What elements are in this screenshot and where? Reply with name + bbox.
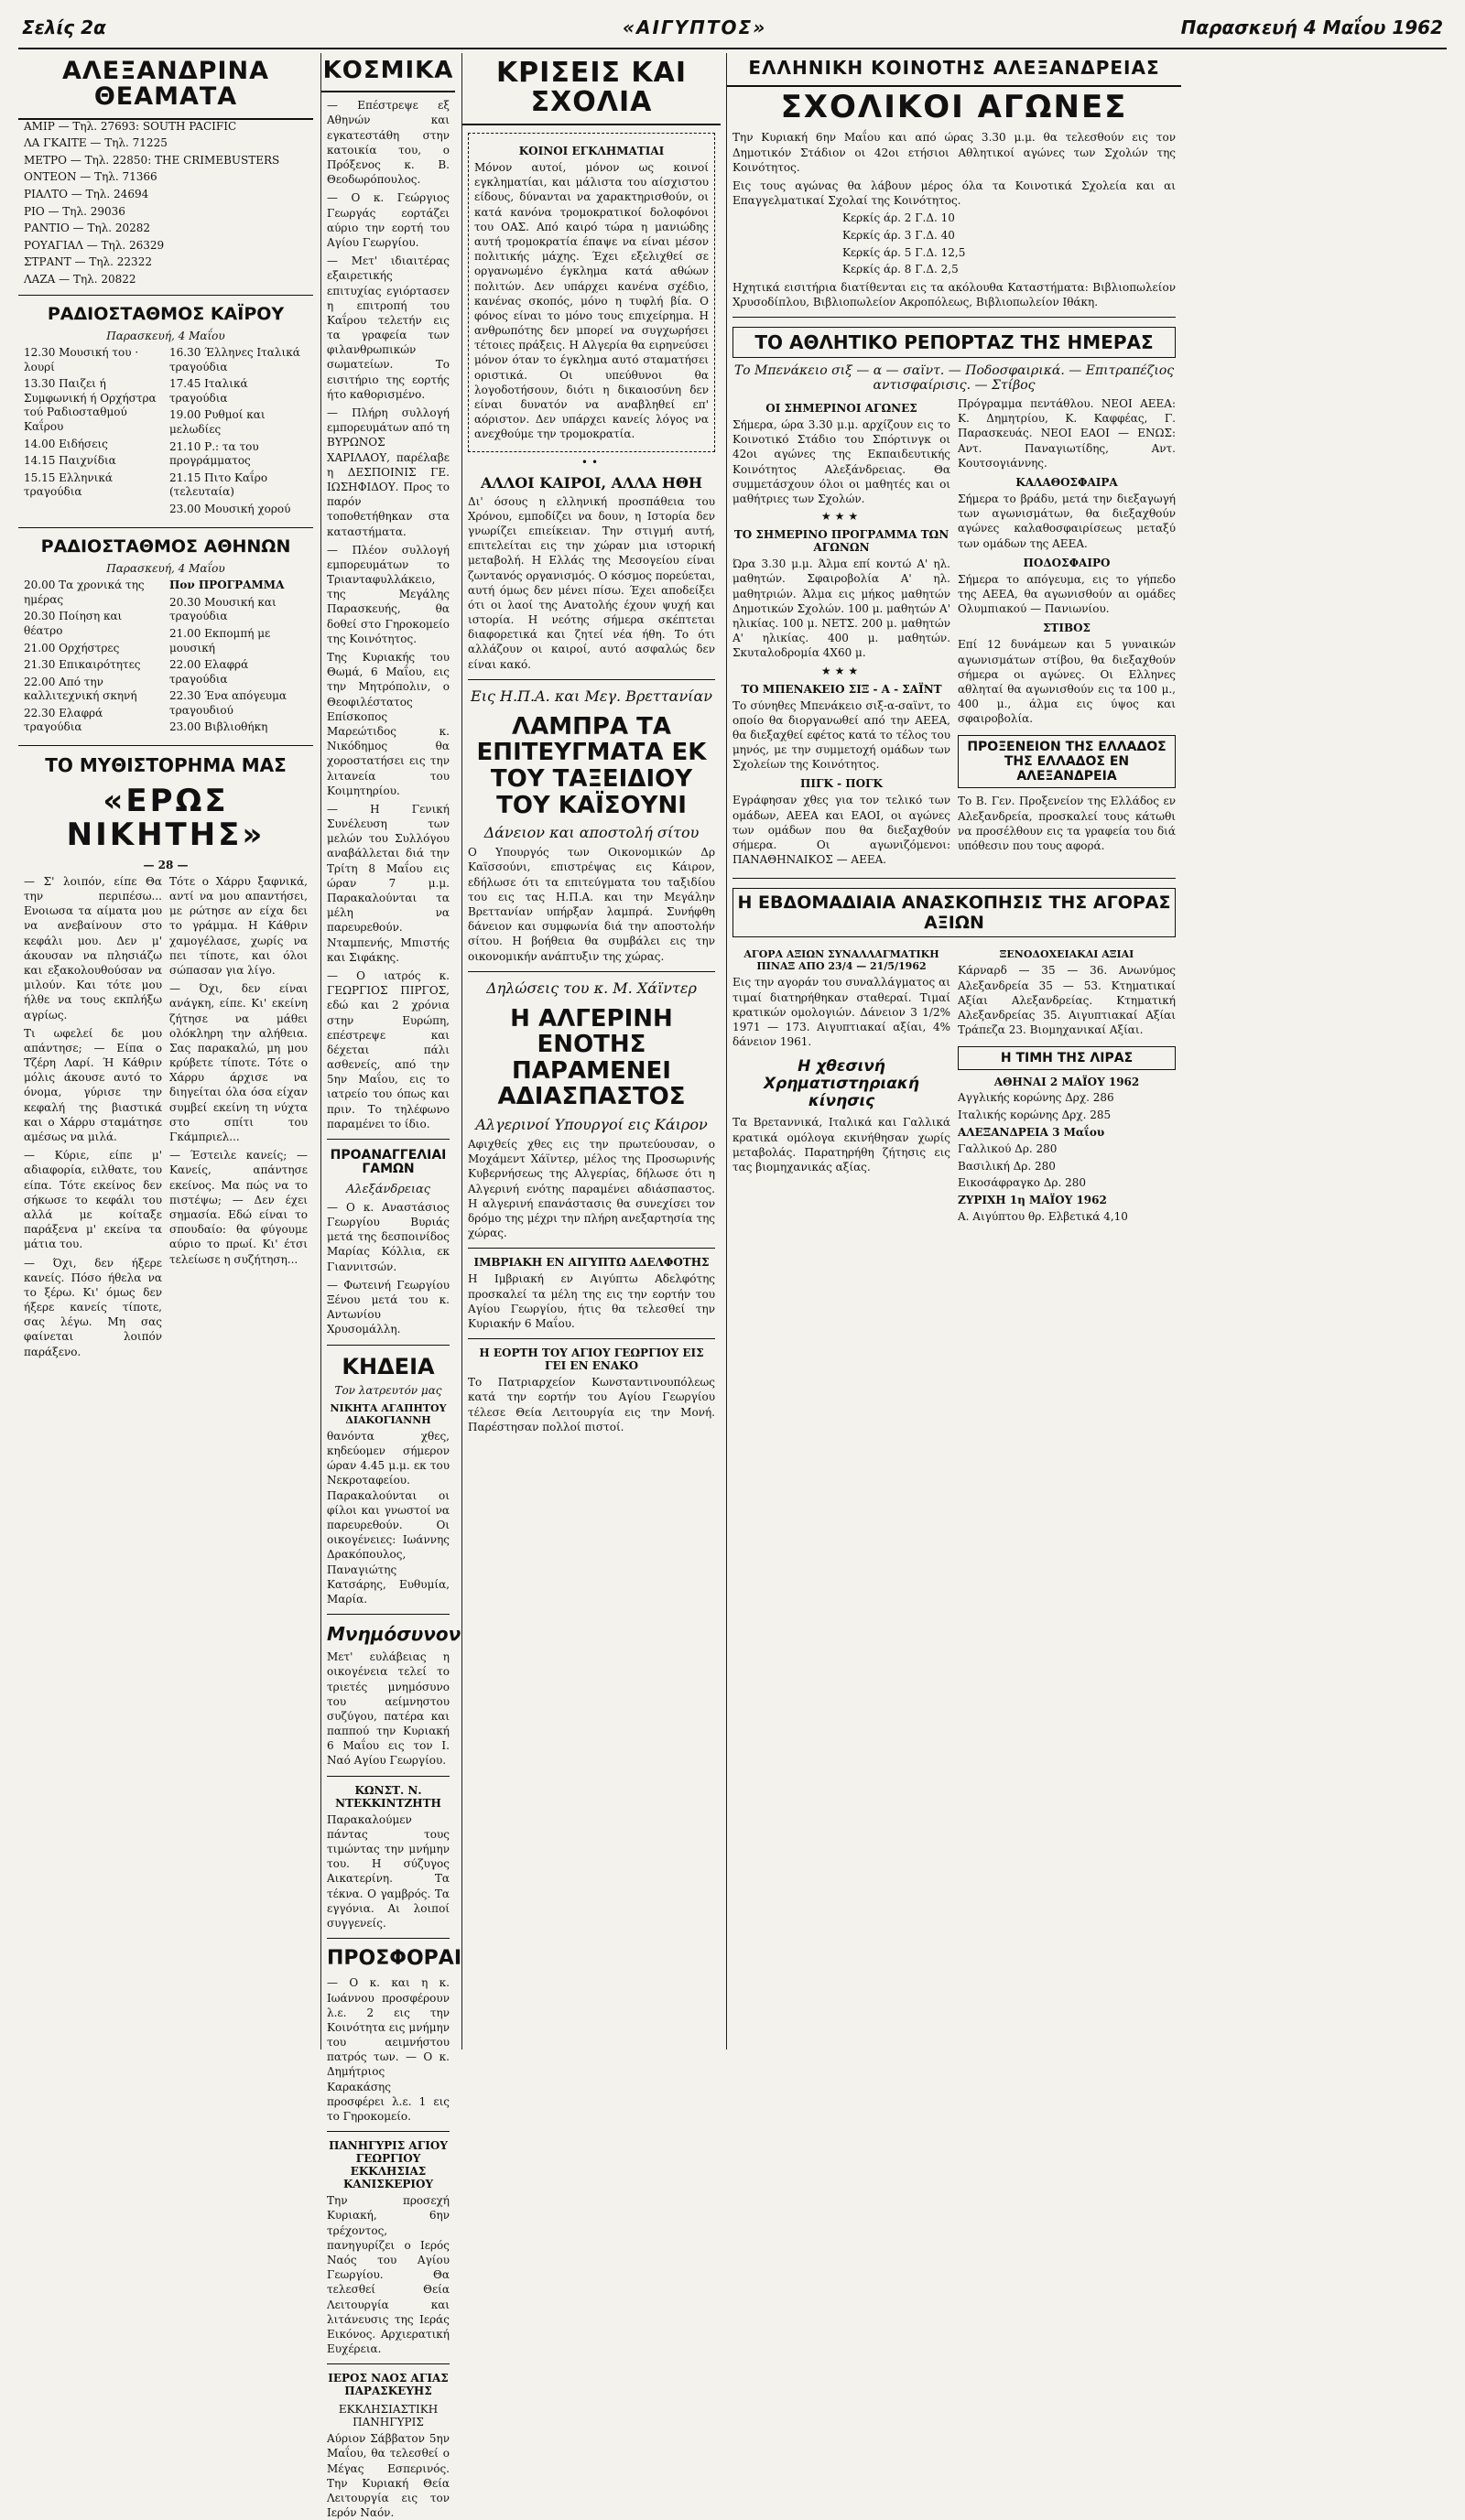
offers-title: ΠΡΟΣΦΟΡΑΙ — [327, 1947, 462, 1971]
radio-item: 23.00 Βιβλιοθήκη — [169, 720, 268, 734]
radio-item: 16.30 Έλληνες Ιταλικά τραγούδια — [169, 346, 300, 373]
program-text: Ώρα 3.30 μ.μ. Άλμα επί κοντώ Α' ηλ. μαθητών. Σφαιροβολία Α' ηλ. μαθητριών. Άλμα εις μήκος μαθητών Δημοτικών Σχολών. 100 μ. μαθητών Α' ηλικίας. 100 μ. ΝΕΤΣ. 200 μ. μαθητών Α' ηλικίας. 400 μ. μαθητών. Σκυταλοδρομία 4Χ60 μ. — [732, 557, 950, 660]
gold-sub: ΑΘΗΝΑΙ 2 ΜΑΪΟΥ 1962 — [993, 1076, 1140, 1089]
theater-listing: ΡΙΟ — Τηλ. 29036 — [24, 204, 125, 218]
ticket-price: Κερκίς άρ. 5 Γ.Δ. 12,5 — [842, 245, 966, 259]
market-text: Κάρναρδ — 35 — 36. Ανωνύμος Αλεξανδρεία 35 — 53. Κτηματικαί Αξίαι Αλεξανδρείας. Κτηματική Αλεξανδρείας 35. Αιγυπτιακαί Αξίαι Τράπεζα 23. Βιομηχανικαί Αξίαι. — [958, 964, 1176, 1037]
radio-cairo-title: ΡΑΔΙΟΣΤΑΘΜΟΣ ΚΑΪΡΟΥ — [47, 303, 285, 324]
usa-sub: Εις Η.Π.Α. και Μεγ. Βρεττανίαν — [471, 687, 712, 705]
ticket-price: Κερκίς άρ. 3 Γ.Δ. 40 — [842, 228, 955, 242]
radio-item: 20.00 Τα χρονικά της ημέρας — [24, 579, 145, 606]
radio-item: 21.30 Επικαιρότητες — [24, 658, 141, 672]
wedding-announcement: — Φωτεινή Γεωργίου Ξένου μετά του κ. Αντωνίου Χρυσομάλλη. — [327, 1278, 450, 1336]
benakeio-text: Το σύνηθες Μπενάκειο σιξ-α-σαϊντ, το οποίο θα διοργανωθεί από την ΑΕΕΑ, θα διεξαχθεί εφέτος κατά το τέλος του μηνός, με την συμμετοχή ομάδων των Σχολείων της Κοινότητος. — [732, 698, 950, 772]
imbrikia-title: ΙΜΒΡΙΑΚΗ ΕΝ ΑΙΓΥΠΤΩ ΑΔΕΛΦΟΤΗΣ — [473, 1256, 710, 1270]
gold-price: Εικοσάφραγκο Δρ. 280 — [958, 1176, 1087, 1190]
serial-body — [18, 874, 313, 1363]
market-sub1: ΑΓΟΡΑ ΑΞΙΩΝ ΣΥΝΑΛΛΑΓΜΑΤΙΚΗ ΠΙΝΑΞ ΑΠΟ 23/4 — 21/5/1962 — [743, 948, 939, 973]
theater-listing: ΑΜΙΡ — Τηλ. 27693: SOUTH PACIFIC — [24, 119, 237, 133]
radio-item: 21.10 Ρ.: τα του προγράμματος — [169, 439, 259, 468]
social-note: Της Κυριακής του Θωμά, 6 Μαΐου, εις την Μητρόπολιν, ο Θεοφιλέστατος Επίσκοπος Μαρεώτιδος κ. Νικόδημος θα χοροστατήσει εις την λιτανεία του Κοιμητηρίου. — [327, 651, 450, 797]
editorial-box — [468, 133, 715, 452]
church-title: ΙΕΡΟΣ ΝΑΟΣ ΑΓΙΑΣ ΠΑΡΑΣΚΕΥΗΣ — [328, 2372, 449, 2398]
basket-title: ΚΑΛΑΘΟΣΦΑΙΡΑ — [1015, 476, 1118, 490]
radio-item: 20.30 Μουσική και τραγούδια — [169, 595, 277, 623]
games-title: ΟΙ ΣΗΜΕΡΙΝΟΙ ΑΓΩΝΕΣ — [765, 402, 917, 416]
gold-price: ΑΛΕΞΑΝΔΡΕΙΑ 3 Μαΐου — [958, 1125, 1105, 1139]
newspaper-name: «ΑΙΓΥΠΤΟΣ» — [623, 16, 767, 38]
column-theaters-serial — [18, 53, 313, 2050]
social-title: ΚΟΣΜΙΚΑ — [321, 53, 455, 92]
weddings-place: Αλεξάνδρειας — [345, 1182, 431, 1196]
market-title: Η ΕΒΔΟΜΑΔΙΑΙΑ ΑΝΑΣΚΟΠΗΣΙΣ ΤΗΣ ΑΓΟΡΑΣ ΑΞΙΩΝ — [732, 888, 1176, 937]
memorial2-text: Παρακαλούμεν πάντας τους τιμώντας την μνήμην του. Η σύζυγος Αικατερίνη. Τα τέκνα. Ο γαμβρός. Τα εγγόνια. Αι λοιποί συγγενείς. — [327, 1812, 450, 1930]
sports-title: ΤΟ ΑΘΛΗΤΙΚΟ ΡΕΠΟΡΤΑΖ ΤΗΣ ΗΜΕΡΑΣ — [732, 327, 1176, 358]
haider-text: Αφιχθείς χθες εις την πρωτεύουσαν, ο Μοχάμεντ Χάϊντερ, μέλος της Προσωρινής Κυβερνήσεως της Αλγερίας, δήλωσε ότι η Αλγερινή ενότης παραμένει αδιάσπαστος. Η αλγερινή επανάστασις θα συνεχίσει τον δρόμο της μέχρι την πλήρη ανεξαρτησία της χώρας. — [468, 1138, 715, 1240]
theater-listing: ΛΑ ΓΚΑΙΤΕ — Τηλ. 71225 — [24, 136, 168, 150]
football-title: ΠΟΔΟΣΦΑΙΡΟ — [1023, 556, 1111, 569]
serial-paragraph: Τότε ο Χάρρυ ξαφνικά, αντί να μου απαντήσει, με ρώτησε αν είχα δει το γράμμα. Η Κάθριν χαμογέλασε, χωρίς να πει τίποτε, και όλοι σώπασαν για λίγο. — [169, 874, 308, 977]
track-text: Επί 12 δυνάμεων και 5 γυναικών αγωνισμάτων στίβου, θα διεξαχθούν σήμερα οι αγώνες. Οι Ελληνες αθληταί θα αγωνισθούν εις τα 100 μ., 400 μ., άλμα εις ύψος και σφαιροβολία. — [958, 638, 1176, 726]
serial-paragraph: — Όχι, δεν είναι ανάγκη, είπε. Κι' εκείνη ζήτησε να μάθει ολόκληρη την αλήθεια. Σας παρακαλώ, μη μου κρύβετε τίποτε. Τότε ο Χάρρυ άρχισε να διηγείται όλα όσα είχαν συμβεί εκείνη τη νύχτα στο σπίτι του Γκάμπριελ... — [169, 982, 308, 1144]
criticism-title: ΚΡΙΣΕΙΣ ΚΑΙ ΣΧΟΛΙΑ — [462, 53, 721, 125]
church-text: Αύριον Σάββατον 5ην Μαΐου, θα τελεσθεί ο Μέγας Εσπερινός. Την Κυριακή Θεία Λειτουργία εις τον Ιερόν Ναόν. — [327, 2432, 450, 2520]
exchange-title: Η χθεσινή Χρηματιστηριακή κίνησις — [764, 1057, 919, 1110]
column-community-sports — [726, 53, 1181, 2050]
serial-title: «ΕΡΩΣ ΝΙΚΗΤΗΣ» — [66, 783, 266, 854]
radio-item: 22.00 Ελαφρά τραγούδια — [169, 658, 249, 686]
radio-item: 22.00 Από την καλλιτεχνική σκηνή — [24, 675, 137, 703]
masthead — [18, 9, 1447, 49]
gold-prices — [958, 1091, 1176, 1225]
radio-item: 14.15 Παιχνίδια — [24, 454, 116, 468]
serial-paragraph: — Σ' λοιπόν, είπε Θα την περιπέσω... Ενοιωσα τα αίματα μου να ανεβαίνουν στο κεφάλι μου. Δεν μ' άκουσαν να πλησιάζω και εξακολουθούσαν να μιλούν. Και τότε μου ήλθε να τους εκπλήξω αγρίως. — [24, 874, 162, 1022]
radio-item: 21.15 Πιτο Καΐρο (τελευταία) — [169, 470, 268, 499]
serial-paragraph: Τι ωφελεί δε μου απάντησε; — Είπα ο Τζέρη Λαρί. Ή Κάθριν μόλις άκουσε αυτό το όνομα, γύρισε την κεφαλή της βιαστικά και ο Χάρρυ σταμάτησε αμέσως να μιλά. — [24, 1026, 162, 1144]
weddings-title: ΠΡΟΑΝΑΓΓΕΛΙΑΙ ΓΑΜΩΝ — [330, 1148, 447, 1177]
consulate-text: Το Β. Γεν. Προξενείον της Ελλάδος εν Αλεξανδρεία, προσκαλεί τους κάτωθι να προσέλθουν εις τα γραφεία του διά υπόθεσιν που τους αφορά. — [958, 795, 1176, 853]
page-number: Σελίς 2α — [22, 16, 106, 38]
track-title: ΣΤΙΒΟΣ — [1042, 622, 1091, 635]
radio-cairo-date: Παρασκευή, 4 Μαΐου — [106, 329, 225, 342]
radio-item: 21.00 Εκπομπή με μουσική — [169, 626, 271, 654]
social-note: — Πλέον συλλογή εμπορευμάτων το Τριανταφυλλάκειο, της Μεγάλης Παρασκευής, θα δοθεί στο Γηροκομείο της Κοινότητος. — [327, 543, 450, 645]
serial-paragraph: — Όχι, δεν ήξερε κανείς. Πόσο ήθελα να το ξέρω. Κι' όμως δεν ήξερε κανείς τίποτε, σας λέγω. Μη σας φαίνεται λοιπόν παράξενο. — [24, 1256, 162, 1358]
serial-paragraph: — Έστειλε κανείς; — Κανείς, απάντησε εκείνος. Μα πώς να το πιστέψω; — Δεν έχει σημασία. Εδώ είναι το σπουδαίο: θα φύγουμε αύριο το πρωί. Κι' έτσι τελείωσε η συζήτηση... — [169, 1149, 308, 1266]
radio-item: 19.00 Ρυθμοί και μελωδίες — [169, 408, 266, 437]
sports-sub: Το Μπενάκειο σιξ — α — σαϊντ. — Ποδοσφαιρικά. — Επιτραπέζιος αντισφαίρισις. — Στίβος — [733, 363, 1175, 394]
serial-header: ΤΟ ΜΥΘΙΣΤΟΡΗΜΑ ΜΑΣ — [45, 754, 287, 777]
church-sub: ΕΚΚΛΗΣΙΑΣΤΙΚΗ ΠΑΝΗΓΥΡΙΣ — [338, 2403, 439, 2429]
feast2-text: Το Πατριαρχείον Κωνσταντινουπόλεως κατά την εορτήν του Αγίου Γεωργίου τέλεσε Θεία Λειτουργία εις την Μονή. Παρέστησαν πολλοί πιστοί. — [468, 1376, 715, 1433]
theater-listing: ΜΕΤΡΟ — Τηλ. 22850: THE CRIMEBUSTERS — [24, 153, 280, 167]
ticket-prices — [732, 211, 1176, 276]
radio-item: Πον ΠΡΟΓΡΑΜΜΑ — [169, 579, 285, 592]
memorial-text: Μετ' ευλάβειας η οικογένεια τελεί το τριετές μνημόσυνο του αείμνηστου συζύγου, πατέρα και παππού την Κυριακή 6 Μαΐου εις τον Ι. Ναό Αγίου Γεωργίου. — [327, 1650, 450, 1768]
offers-text: — Ο κ. και η κ. Ιωάννου προσφέρουν λ.ε. 2 εις την Κοινότητα εις μνήμην του αειμνήστου πατρός των. — Ο κ. Δημήτριος Καρακάσης προσφέρει λ.ε. 1 εις το Γηροκομείο. — [327, 1976, 450, 2124]
gold-price: Ιταλικής κορώνης Δρχ. 285 — [958, 1108, 1112, 1121]
social-note: — Μετ' ιδιαιτέρας εξαιρετικής επιτυχίας εγιόρτασεν η επιτροπή του Καΐρου τελετήν εις τα γραφεία των φιλανθρωπικών σωματείων. Το εισιτήριο της εορτής ήτο καθορισμένο. — [327, 254, 450, 401]
gold-price: Γαλλικού Δρ. 280 — [958, 1142, 1058, 1156]
ticket-price: Κερκίς άρ. 2 Γ.Δ. 10 — [842, 211, 955, 225]
football-text: Σήμερα το απόγευμα, εις το γήπεδο της ΑΕΕΑ, θα αγωνισθούν αι ομάδες Ολυμπιακού — Πανιωνίου. — [958, 572, 1176, 616]
separator-dots: •• — [581, 455, 602, 469]
benakeio-title: ΤΟ ΜΠΕΝΑΚΕΙΟ ΣΙΞ - Α - ΣΑΪΝΤ — [741, 682, 942, 696]
customs-title: ΑΛΛΟΙ ΚΑΙΡΟΙ, ΑΛΛΑ ΗΘΗ — [480, 473, 703, 492]
radio-athens-schedule — [18, 562, 313, 739]
radio-item: 22.30 Ένα απόγευμα τραγουδιού — [169, 689, 287, 717]
editorial-title: ΚΟΙΝΟΙ ΕΓΚΛΗΜΑΤΙΑΙ — [518, 145, 665, 157]
gold-price: Βασιλική Δρ. 280 — [958, 1159, 1056, 1173]
radio-athens-date: Παρασκευή, 4 Μαΐου — [106, 561, 225, 575]
program-title: ΤΟ ΣΗΜΕΡΙΝΟ ΠΡΟΓΡΑΜΜΑ ΤΩΝ ΑΓΩΝΩΝ — [733, 528, 950, 555]
radio-athens-title: ΡΑΔΙΟΣΤΑΘΜΟΣ ΑΘΗΝΩΝ — [40, 535, 291, 557]
gold-price: ΖΥΡΙΧΗ 1η ΜΑΪΟΥ 1962 — [958, 1193, 1107, 1206]
radio-cairo-schedule — [18, 330, 313, 520]
funeral-intro: Τον λατρευτόν μας — [334, 1383, 442, 1397]
community-title: ΕΛΛΗΝΙΚΗ ΚΟΙΝΟΤΗΣ ΑΛΕΞΑΝΔΡΕΙΑΣ — [727, 53, 1181, 87]
editorial-text: Μόνον αυτοί, μόνον ως κοινοί εγκληματίαι, και μάλιστα του αίσχιστου είδους, δύνανται να χαρακτηρισθούν, οι κατά κανόνα τρομοκρατικοί δολοφόνοι του ΟΑΣ. Από καιρό τώρα η μανιώδης αυτή τρομοκρατία έπαψε να είναι μέσον πολιτικής μάχης. Έχει εξελιχθεί σε οργανωμένο έγκλημα κατά αθώων πολιτών. Δεν υπάρχει κανένα σχέδιο, κανένας σκοπός, μόνο η τυφλή βία. Ο φόνος είναι το μόνο τους επιχείρημα. Η ανθρωπότης δεν μπορεί να συγχωρήσει τέτοιες πράξεις. Η Αλγερία θα ειρηνεύσει μόνον όταν το έγκλημα αυτό σταματήσει οριστικά. Οι υπεύθυνοι θα λογοδοτήσουν, διότι η δικαιοσύνη δεν είναι δυνατόν να αναβληθεί επ' αόριστον. Δεν υπάρχει κανείς λόγος να ανεχθούμε την τρομοκρατία. — [474, 161, 709, 441]
school-games-title: ΣΧΟΛΙΚΟΙ ΑΓΩΝΕΣ — [780, 89, 1128, 125]
social-note: — Ο ιατρός κ. ΓΕΩΡΓΙΟΣ ΠΙΡΓΟΣ, εδώ και 2 χρόνια στην Ευρώπη, επέστρεψε και δέχεται πάλι ασθενείς, από την 5ην Μαΐου, εις το ιατρείο του όπως και πριν. Το τηλέφωνο παραμένει το ίδιο. — [327, 968, 450, 1130]
theater-listing: ΣΤΡΑΝΤ — Τηλ. 22322 — [24, 255, 152, 269]
stars-separator: ★★★ — [820, 510, 863, 524]
funeral-title: ΚΗΔΕΙΑ — [342, 1353, 435, 1379]
usa-title: ΛΑΜΠΡΑ ΤΑ ΕΠΙΤΕΥΓΜΑΤΑ ΕΚ ΤΟΥ ΤΑΞΕΙΔΙΟΥ ΤΟΥ ΚΑΪΣΟΥΝΙ — [476, 712, 707, 819]
wedding-announcement: — Ο κ. Αναστάσιος Γεωργίου Βυριάς μετά της δεσποινίδος Μαρίας Κόλλια, εκ Γιαννιτσών. — [327, 1200, 450, 1273]
column-social — [320, 53, 462, 2520]
ticket-price: Κερκίς άρ. 8 Γ.Δ. 2,5 — [842, 263, 959, 276]
pingpong-title: ΠΙΓΚ - ΠΟΓΚ — [800, 777, 883, 791]
ticket-outlets: Ηχητικά εισιτήρια διατίθενται εις τα ακόλουθα Καταστήματα: Βιβλιοπωλείον Χρυσοδίπλου, Βιβλιοπωλείον Ακροπόλεως, Βιβλιοπωλείον Ιθάκη. — [732, 280, 1176, 308]
market-sub2: ΞΕΝΟΔΟΧΕΙΑΚΑΙ ΑΞΙΑΙ — [999, 948, 1134, 961]
radio-item: 17.45 Ιταλικά τραγούδια — [169, 377, 248, 405]
column-criticism — [461, 53, 721, 2050]
gold-price: Α. Αιγύπτου θρ. Ελβετικά 4,10 — [958, 1210, 1128, 1224]
serial-paragraph: — Κύριε, είπε μ' αδιαφορία, ειλθατε, του είπα. Τότε εκείνος δεν σήκωσε το κεφάλι του αλλά με κοίταξε παράξενα μ' εκείνα τα μάτια του. — [24, 1149, 162, 1251]
funeral-text: θανόντα χθες, κηδεύομεν σήμερον ώραν 4.45 μ.μ. εκ του Νεκροταφείου. Παρακαλούνται οι φίλοι και γνωστοί να παρευρεθούν. Οι οικογένειες: Ιωάννης Δρακόπουλος, Παναγιώτης Κατσάρης, Ευθυμία, Μαρία. — [327, 1429, 450, 1606]
stars-separator: ★★★ — [820, 664, 863, 677]
imbrikia-text: Η Ιμβριακή εν Αιγύπτω Αδελφότης προσκαλεί τα μέλη της εις την εορτήν του Αγίου Γεωργίου, ήτις θα τελεσθεί την Κυριακήν 6 Μαΐου. — [468, 1272, 715, 1330]
feast2-title: Η ΕΟΡΤΗ ΤΟΥ ΑΓΙΟΥ ΓΕΩΡΓΙΟΥ ΕΙΣ ΓΕΙ ΕΝ ΕΝΑΚΟ — [479, 1347, 704, 1373]
gold-title: Η ΤΙΜΗ ΤΗΣ ΛΙΡΑΣ — [958, 1046, 1176, 1070]
serial-number: — 28 — — [143, 858, 189, 871]
radio-item: 15.15 Ελληνικά τραγούδια — [24, 470, 113, 499]
social-note: — Η Γενική Συνέλευση των μελών του Συλλόγου αναβάλλεται διά την Τρίτη 8 Μαΐου εις ώραν 7 μ.μ. Παρακαλούνται τα μέλη να παρευρεθούν. Νταμπενής, Μπιστής και Σιφάκης. — [327, 802, 450, 964]
radio-item: 21.00 Ορχήστρες — [24, 641, 120, 654]
haider-sub: Δηλώσεις του κ. Μ. Χάϊντερ — [486, 979, 697, 997]
basket-text: Σήμερα το βράδυ, μετά την διεξαγωγή των αγωνισμάτων, θα διεξαχθούν αγώνες καλαθοσφαιρίσεως μεταξύ των ομάδων της ΑΕΕΑ. — [958, 492, 1176, 550]
radio-item: 13.30 Παιζει ή Συμφωνική ή Ορχήστρα τού Ραδιοσταθμού Καΐρου — [24, 377, 157, 434]
consulate-title: ΠΡΟΞΕΝΕΙΟΝ ΤΗΣ ΕΛΛΑΔΟΣ ΤΗΣ ΕΛΛΑΔΟΣ ΕΝ ΑΛΕΞΑΝΔΡΕΙΑ — [958, 735, 1176, 788]
customs-text: Δι' όσους η ελληνική προσπάθεια του Χρόνου, εμποδίζει να δουν, η Ιστορία δεν γνωρίζει επιείκειαν. Την στιγμή αυτή, επιτελείται εις την χώραν μια ιστορική μεταβολή. Η Ελλάς της Μεσογείου είναι ζωντανός οργανισμός. Ο κόσμος πορεύεται, αυτή όμως δεν μένει πίσω. Έχει αποδείξει ότι οι λαοί της Ανατολής έχουν ψυχή και ιστορία. Η νεότης σήμερα σκέπτεται διαφορετικά και ζητεί νέα ήθη. Το ότι αλλάζουν οι καιροί, αυτό ασφαλώς δεν είναι κακό. — [468, 494, 715, 671]
market-text: Εις την αγοράν του συναλλάγματος αι τιμαί διατηρήθηκαν σταθεραί. Τιμαί κρατικών ομολογιών. Δάνειον 3 1/2% 1971 — 173. Αιγυπτιακαί αξίαι, 4% δάνειον 1961. — [732, 976, 950, 1049]
usa-sub2: Δάνειον και αποστολή σίτου — [483, 824, 700, 842]
theaters-list — [18, 120, 313, 287]
memorial-title: Μνημόσυνον — [327, 1623, 461, 1646]
radio-item: 22.30 Ελαφρά τραγούδια — [24, 706, 103, 734]
feast-title: ΠΑΝΗΓΥΡΙΣ ΑΓΙΟΥ ΓΕΩΡΓΙΟΥ ΕΚΚΛΗΣΙΑΣ ΚΑΝΙΣΚΕΡΙΟΥ — [329, 2139, 448, 2191]
haider-title: Η ΑΛΓΕΡΙΝΗ ΕΝΟΤΗΣ ΠΑΡΑΜΕΝΕΙ ΑΔΙΑΣΠΑΣΤΟΣ — [497, 1004, 686, 1111]
funeral-name: ΝΙΚΗΤΑ ΑΓΑΠΗΤΟΥ ΔΙΑΚΟΓΙΑΝΝΗ — [330, 1401, 447, 1426]
memorial2-title: ΚΩΝΣΤ. Ν. ΝΤΕΚΚΙΝΤΖΗΤΗ — [335, 1783, 441, 1810]
theater-listing: ΟΝΤΕΟΝ — Τηλ. 71366 — [24, 170, 157, 184]
radio-item: 23.00 Μουσική χορού — [169, 503, 291, 516]
social-note: — Ο κ. Γεώργιος Γεωργάς εορτάζει αύριο την εορτή του Αγίου Γεωργίου. — [327, 191, 450, 249]
school-games-text: Εις τους αγώνας θα λάβουν μέρος όλα τα Κοινοτικά Σχολεία και αι Επαγγελματικαί Σχολαί της Κοινότητος. — [732, 178, 1176, 208]
usa-text: Ο Υπουργός των Οικονομικών Δρ Καϊσσούνι, επιστρέψας εις Κάιρον, εδήλωσε ότι τα επιτεύγματα του ταξιδίου του εις τας Η.Π.Α. και την Μεγάλην Βρεττανίαν υπήρξαν λαμπρά. Συνήφθη δάνειον και συμφωνία διά την αποστολήν σίτου. Η βοήθεια θα συμβάλει εις την οικονομικήν ανάπτυξιν της χώρας. — [468, 846, 715, 963]
feast-text: Την προσεχή Κυριακή, 6ην τρέχοντος, πανηγυρίζει ο Ιερός Ναός του Αγίου Γεωργίου. Θα τελεσθεί Θεία Λειτουργία και λιτάνευσις της Ιεράς Εικόνος. Αρχιερατική Ευχέρεια. — [327, 2194, 450, 2356]
theater-listing: ΡΟΥΑΓΙΑΛ — Τηλ. 26329 — [24, 238, 165, 252]
issue-date: Παρασκευή 4 Μαΐου 1962 — [1180, 16, 1443, 38]
pentathlon-text: Πρόγραμμα πεντάθλου. ΝΕΟΙ ΑΕΕΑ: Κ. Δημητρίου, Κ. Καφφέας, Γ. Παρασκευάς. ΝΕΟΙ ΕΑΟΙ — ΕΝΩΣ: Αντ. Παναγιωτίδης, Αντ. Κουτσογιάννης. — [958, 397, 1176, 470]
exchange-text: Τα Βρεταννικά, Ιταλικά και Γαλλικά κρατικά ομόλογα εκινήθησαν χωρίς μεταβολάς. Παρατηρήθη ζήτησις εις τας βιομηχανικάς αξίας. — [732, 1116, 950, 1173]
haider-sub2: Αλγερινοί Υπουργοί εις Κάιρον — [475, 1116, 708, 1134]
pingpong-text: Εγράφησαν χθες για τον τελικό των ομάδων, ΑΕΕΑ και ΕΑΟΙ, οι αγώνες των ομάδων που θα διεξαχθούν σήμερα. Οι αγωνιζόμενοι: ΠΑΝΑΘΗΝΑΙΚΟΣ — ΑΕΕΑ. — [732, 794, 950, 867]
theaters-title: ΑΛΕΞΑΝΔΡΙΝΑ ΘΕΑΜΑΤΑ — [18, 53, 313, 120]
radio-item: 12.30 Μουσική του · λουρί — [24, 346, 139, 373]
theater-listing: ΡΑΝΤΙΟ — Τηλ. 20282 — [24, 222, 151, 235]
games-text: Σήμερα, ώρα 3.30 μ.μ. αρχίζουν εις το Κοινοτικό Στάδιο του Σπόρτινγκ οι 42οι αγώνες της Εκπαιδευτικής Κοινότητος Αλεξάνδρειας. Θα συμμετάσχουν όλοι οι μαθητές και οι μαθήτριες των Σχολών. — [732, 418, 950, 506]
school-games-text: Την Κυριακή 6ην Μαΐου και από ώρας 3.30 μ.μ. θα τελεσθούν εις τον Δημοτικόν Στάδιον οι 42οι ετήσιοι Αθλητικοί αγώνες των Σχολών της Κοινότητος. — [732, 131, 1176, 174]
social-note: — Πλήρη συλλογή εμπορευμάτων από τη ΒΥΡΩΝΟΣ ΧΑΡΙΛΑΟΥ, παρέλαβε η ΔΕΣΠΟΙΝΙΣ ΓΕ. ΙΩΣΗΦΙΔΟΥ. Προς το παρόν τοποθετήθηκαν στα καταστήματα. — [327, 406, 450, 538]
theater-listing: ΛΑΖΑ — Τηλ. 20822 — [24, 273, 136, 287]
radio-item: 20.30 Ποίηση και θέατρο — [24, 610, 123, 637]
social-note: — Επέστρεψε εξ Αθηνών και εγκατεστάθη στην κατοικία του, ο Πρόξενος κ. Β. Θεοδωρόπουλος. — [327, 99, 450, 187]
theater-listing: ΡΙΑΛΤΟ — Τηλ. 24694 — [24, 188, 149, 201]
gold-price: Αγγλικής κορώνης Δρχ. 286 — [958, 1091, 1114, 1105]
radio-item: 14.00 Ειδήσεις — [24, 437, 108, 450]
